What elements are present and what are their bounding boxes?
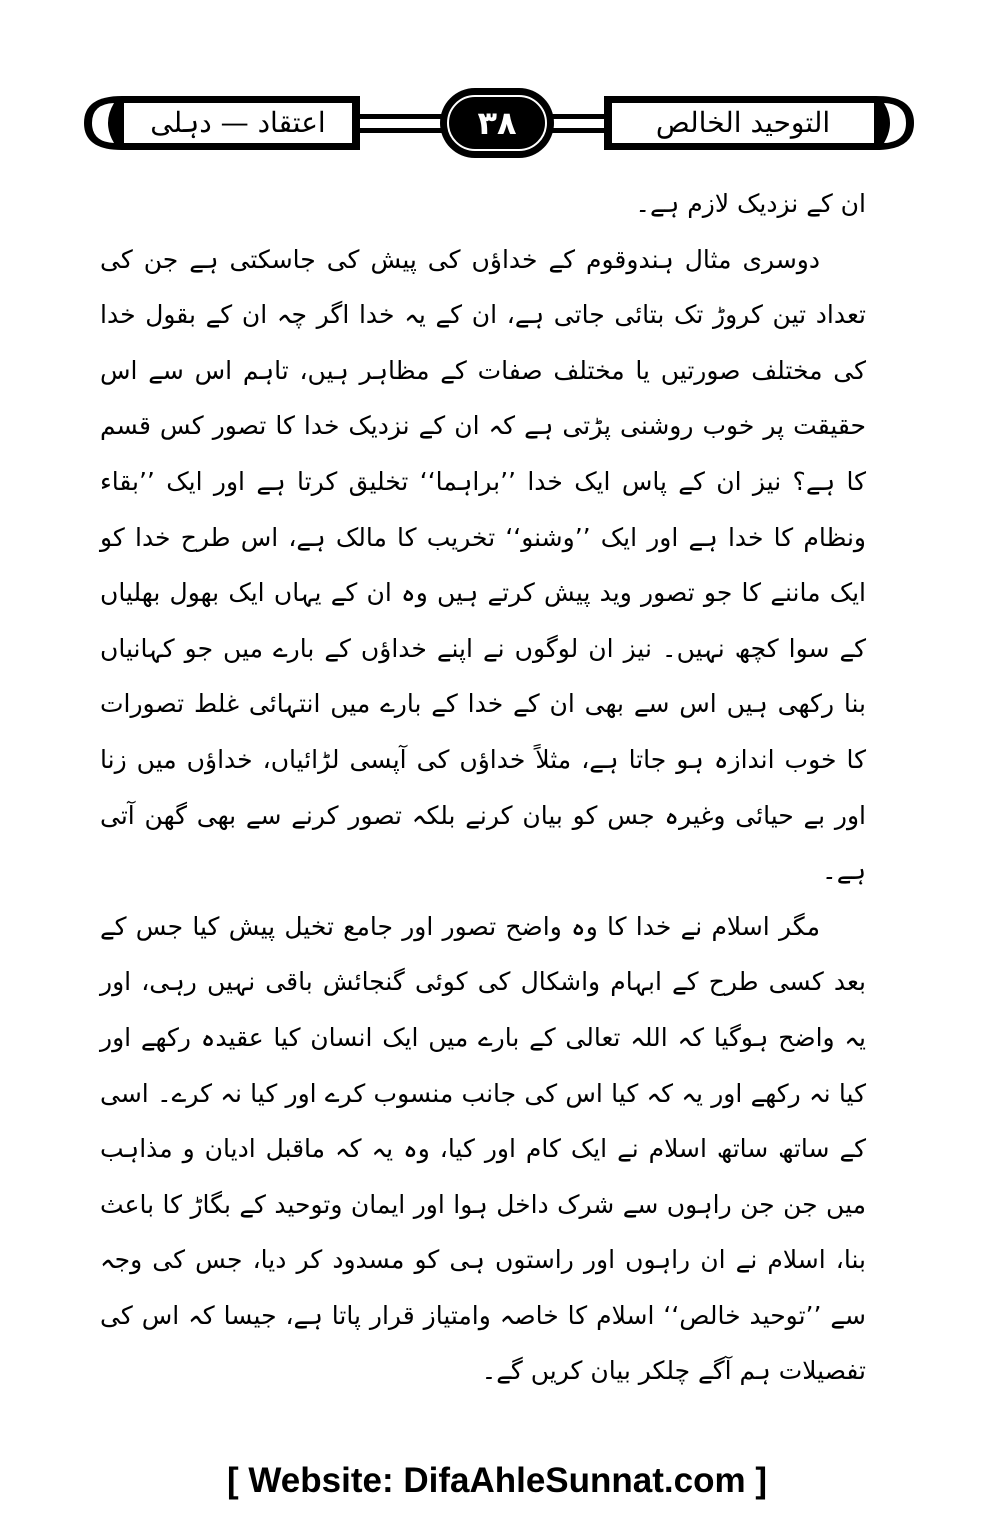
page-content bbox=[100, 176, 866, 1399]
publisher-title: اعتقاد — دہلی bbox=[150, 106, 326, 139]
paragraph-1: ان کے نزدیک لازم ہے۔ bbox=[635, 189, 866, 218]
paragraph-2: دوسری مثال ہندوقوم کے خداؤں کی پیش کی جاسکتی ہے جن کی تعداد تین کروڑ تک بتائی جاتی ہے، ان کے یہ خدا اگر چہ ان کے بقول خدا کی مختلف صورتیں یا مختلف صفات کے مظاہر ہیں، تاہم اس سے اس حقیقت پر خوب روشنی پڑتی ہے کہ ان کے نزدیک خدا کا تصور کس قسم کا ہے؟ نیز ان کے پاس ایک خدا ’’براہما‘‘ تخلیق کرتا ہے اور ایک ’’بقاء ونظام کا خدا ہے اور ایک ’’وشنو‘‘ تخریب کا مالک ہے، اس طرح خدا کو ایک ماننے کا جو تصور وید پیش کرتے ہیں وہ ان کے یہاں ایک بھول بھلیاں کے سوا کچھ نہیں۔ نیز ان لوگوں نے اپنے خداؤں کے بارے میں جو کہانیاں بنا رکھی ہیں اس سے بھی ان کے خدا کے بارے میں انتہائی غلط تصورات کا خوب اندازہ ہو جاتا ہے، مثلاً خداؤں کی آپسی لڑائیاں، خداؤں میں زنا اور بے حیائی وغیرہ جس کو بیان کرنے بلکہ تصور کرنے سے بھی گھن آتی ہے۔ bbox=[100, 244, 866, 886]
page-number: ۳۸ bbox=[477, 104, 517, 142]
paragraph-3: مگر اسلام نے خدا کا وہ واضح تصور اور جامع تخیل پیش کیا جس کے بعد کسی طرح کے ابہام واشکال کی کوئی گنجائش باقی نہیں رہی، اور یہ واضح ہوگیا کہ اللہ تعالی کے بارے میں ایک انسان کیا عقیدہ رکھے اور کیا نہ رکھے اور یہ کہ کیا اس کی جانب منسوب کرے اور کیا نہ کرے۔ اسی کے ساتھ ساتھ اسلام نے ایک کام اور کیا، وہ یہ کہ ماقبل ادیان و مذاہب میں جن جن راہوں سے شرک داخل ہوا اور ایمان وتوحید کے بگاڑ کا باعث بنا، اسلام نے ان راہوں اور راستوں ہی کو مسدود کر دیا، جس کی وجہ سے ’’توحید خالص‘‘ اسلام کا خاصہ وامتیاز قرار پاتا ہے، جیسا کہ اس کی تفصیلات ہم آگے چلکر بیان کریں گے۔ bbox=[100, 911, 866, 1386]
page-header bbox=[84, 88, 914, 168]
website-footer: [ Website: DifaAhleSunnat.com ] bbox=[227, 1461, 767, 1500]
book-title: التوحید الخالص bbox=[655, 106, 831, 139]
